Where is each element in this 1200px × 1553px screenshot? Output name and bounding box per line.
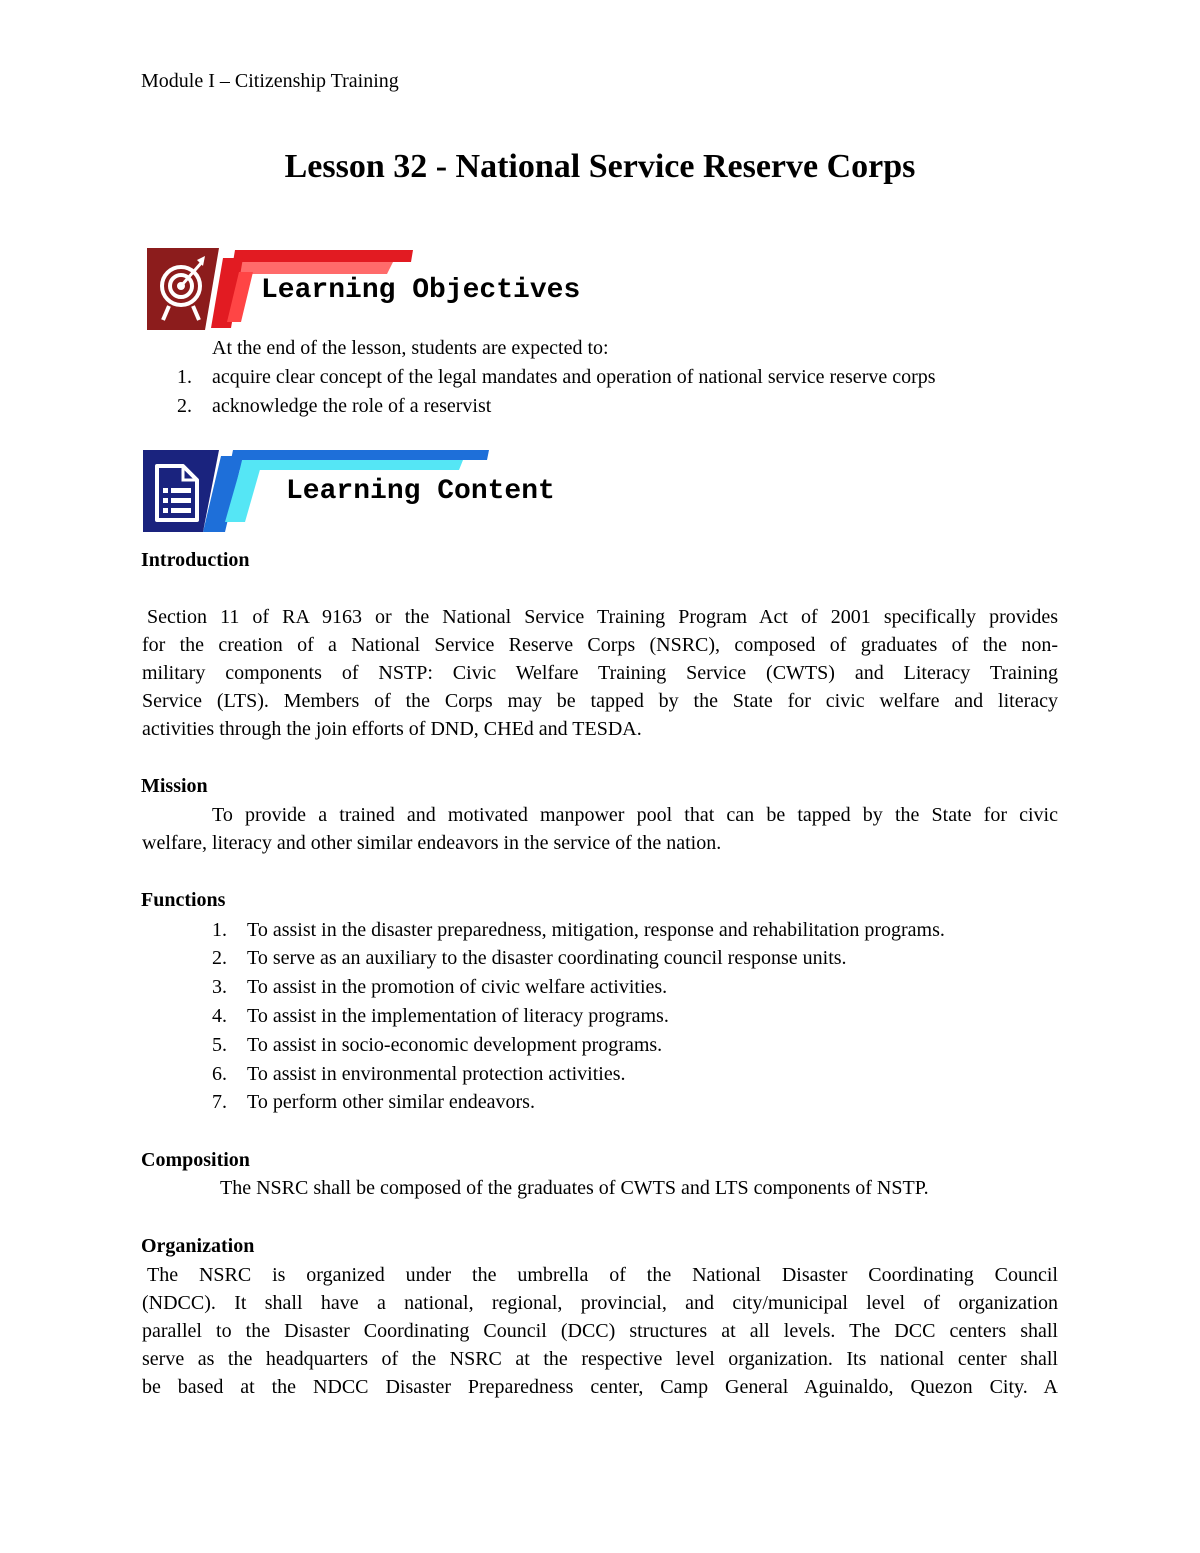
paragraph-line: activities through the join efforts of DND, CHEd and TESDA.	[142, 718, 642, 740]
paragraph-line: Section 11 of RA 9163 or the National Service Training Program Act of 2001 specifically provides	[147, 606, 1058, 628]
running-header: Module I – Citizenship Training	[141, 70, 399, 92]
objective-number: 2.	[177, 395, 192, 417]
learning-content-label: Learning Content	[286, 476, 555, 507]
functions-heading: Functions	[141, 889, 226, 911]
paragraph-line: serve as the headquarters of the NSRC at the respective level organization. Its national center shall	[142, 1348, 1058, 1370]
paragraph-line: military components of NSTP: Civic Welfare Training Service (CWTS) and Literacy Training	[142, 662, 1058, 684]
function-item: To assist in the promotion of civic welfare activities.	[247, 976, 668, 998]
paragraph-line: Service (LTS). Members of the Corps may be tapped by the State for civic welfare and literacy	[142, 690, 1058, 712]
target-icon	[147, 248, 219, 330]
lesson-title: Lesson 32 - National Service Reserve Corps	[284, 148, 916, 185]
function-number: 3.	[212, 976, 227, 998]
organization-heading: Organization	[141, 1235, 255, 1257]
paragraph-line: welfare, literacy and other similar endeavors in the service of the nation.	[142, 832, 722, 854]
paragraph-line: To provide a trained and motivated manpower pool that can be tapped by the State for civic	[212, 804, 1058, 826]
paragraph-line: be based at the NDCC Disaster Preparedness center, Camp General Aguinaldo, Quezon City. A	[142, 1376, 1058, 1398]
function-number: 4.	[212, 1005, 227, 1027]
learning-objectives-label: Learning Objectives	[261, 275, 581, 306]
paragraph-line: The NSRC is organized under the umbrella of the National Disaster Coordinating Council	[147, 1264, 1058, 1286]
learning-content-banner	[143, 450, 613, 532]
objectives-intro: At the end of the lesson, students are expected to:	[212, 337, 609, 359]
function-item: To assist in the disaster preparedness, mitigation, response and rehabilitation programs.	[247, 919, 945, 941]
function-number: 2.	[212, 947, 227, 969]
objective-number: 1.	[177, 366, 192, 388]
mission-heading: Mission	[141, 775, 208, 797]
function-item: To assist in environmental protection activities.	[247, 1063, 626, 1085]
learning-objectives-banner	[147, 248, 617, 330]
introduction-heading: Introduction	[141, 549, 250, 571]
composition-text: The NSRC shall be composed of the graduates of CWTS and LTS components of NSTP.	[220, 1177, 929, 1199]
paragraph-line: parallel to the Disaster Coordinating Council (DCC) structures at all levels. The DCC centers shall	[142, 1320, 1058, 1342]
function-item: To assist in socio-economic development programs.	[247, 1034, 663, 1056]
function-number: 6.	[212, 1063, 227, 1085]
function-item: To perform other similar endeavors.	[247, 1091, 535, 1113]
objective-item: acquire clear concept of the legal mandates and operation of national service reserve corps	[212, 366, 936, 388]
function-item: To serve as an auxiliary to the disaster coordinating council response units.	[247, 947, 847, 969]
paragraph-line: for the creation of a National Service Reserve Corps (NSRC), composed of graduates of the non-	[142, 634, 1058, 656]
function-number: 1.	[212, 919, 227, 941]
objective-item: acknowledge the role of a reservist	[212, 395, 492, 417]
function-item: To assist in the implementation of literacy programs.	[247, 1005, 669, 1027]
composition-heading: Composition	[141, 1149, 250, 1171]
function-number: 7.	[212, 1091, 227, 1113]
paragraph-line: (NDCC). It shall have a national, regional, provincial, and city/municipal level of organization	[142, 1292, 1058, 1314]
document-icon	[143, 450, 219, 532]
function-number: 5.	[212, 1034, 227, 1056]
